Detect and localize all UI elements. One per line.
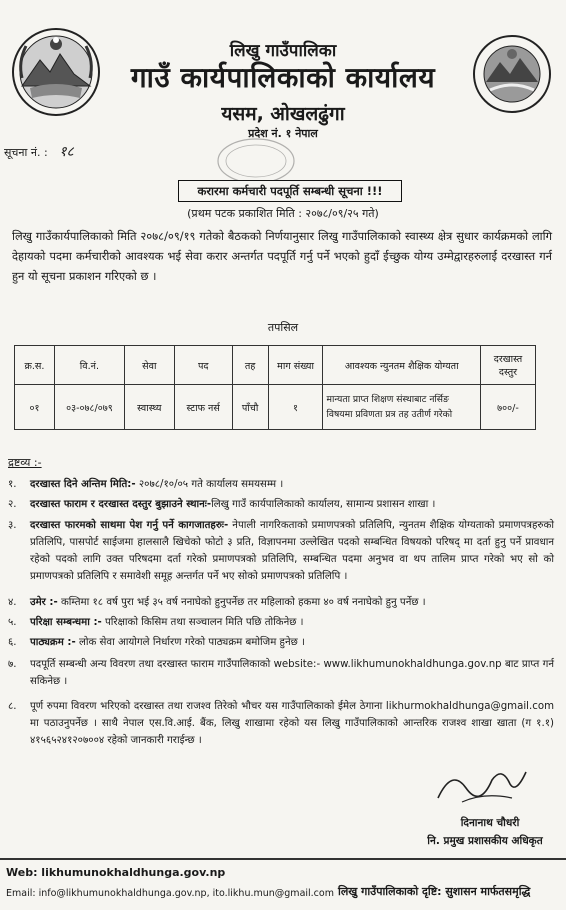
cell-service: स्वास्थ्य <box>124 385 174 430</box>
note-text: २०७८/१०/०५ गते कार्यालय समयसम्म । <box>135 479 284 490</box>
note-label: पाठ्यक्रम :- <box>30 637 76 648</box>
note-text: पदपूर्ति सम्बन्धी अन्य विवरण तथा दरखास्त फाराम गाउँपालिकाको website:- www.likhumunokhaldhunga.gov.np बाट प्राप्त गर्न सकिनेछ । <box>30 659 554 687</box>
col-header-service: सेवा <box>124 346 174 385</box>
note-label: परिक्षा सम्बन्धमा :- <box>30 617 102 628</box>
signatory-name: दिनानाथ चौधरी <box>460 817 520 829</box>
office-name: गाउँ कार्यपालिकाको कार्यालय <box>130 61 436 94</box>
table-header-row <box>15 346 536 385</box>
footer-email[interactable]: Email: info@likhumunokhaldhunga.gov.np, ito.likhu.mun@gmail.com <box>6 888 334 899</box>
note-number: २. <box>8 499 17 510</box>
note-number: ५. <box>8 617 17 628</box>
cell-demand: १ <box>268 385 323 430</box>
notice-number-value: १८ <box>59 144 74 160</box>
footer-slogan: लिखु गाउँपालिकाको दृष्टि: सुशासन मार्फतसमृद्धि <box>338 885 531 898</box>
col-header-adv-no: वि.नं. <box>54 346 124 385</box>
note-label: दरखास्त फारमको साथमा पेश गर्नु पर्ने कागजातहरुः- <box>30 520 229 531</box>
col-header-sn: क्र.स. <box>15 346 55 385</box>
notes-heading: द्रष्टव्य :- <box>8 456 42 469</box>
details-heading: तपसिल <box>267 321 299 334</box>
note-number: ४. <box>8 597 17 608</box>
municipality-name: लिखु गाउँपालिका <box>229 41 337 61</box>
note-label: दरखास्त दिने अन्तिम मिति:- <box>30 479 136 490</box>
note-label: उमेर :- <box>30 597 58 608</box>
cell-adv-no: ०३-०७८/०७९ <box>54 385 124 430</box>
vacancy-table <box>14 345 536 430</box>
cell-qualification: मान्यता प्राप्त शिक्षण संस्थाबाट नर्सिङ विषयमा प्रविणता प्रत्र तह उतीर्ण गरेको <box>323 385 481 430</box>
office-seal-stamp <box>215 136 297 186</box>
table-row <box>15 385 536 430</box>
col-header-post: पद <box>174 346 232 385</box>
note-number: ६. <box>8 637 17 648</box>
note-text: लोक सेवा आयोगले निर्धारण गरेको पाठ्यक्रम बमोजिम हुनेछ । <box>75 637 305 648</box>
col-header-qualification: आवश्यक न्युनतम शैक्षिक योग्यता <box>323 346 481 385</box>
note-label: दरखास्त फाराम र दरखास्त दस्तुर बुझाउने स्थानः- <box>30 499 212 510</box>
col-header-level: तह <box>232 346 268 385</box>
notice-number <box>4 142 74 161</box>
note-text: परिक्षाको किसिम तथा सञ्चालन मिति पछि तोकिनेछ । <box>101 617 304 628</box>
note-text: कम्तिमा १८ वर्ष पुरा भई ३५ वर्ष ननाघेको हुनुपर्नेछ तर महिलाको हकमा ४० वर्ष ननाघेको हुनु पर्नेछ । <box>57 597 426 608</box>
cell-level: पाँचौ <box>232 385 268 430</box>
notice-title: करारमा कर्मचारी पदपूर्ति सम्बन्धी सूचना !!! <box>178 180 402 202</box>
note-text: पूर्ण रुपमा विवरण भरिएको दरखास्त तथा राजश्व तिरेको भौचर यस गाउँपालिकाको ईमेल ठेगाना likhurmokhaldhunga@gmail.com मा पठाउनुपर्नेछ । साथै नेपाल एस.वि.आई. बैंक, लिखु शाखामा रहेको यस लिखु गाउँपालिकाको आन्तरिक राजश्व शाखा खाता (ग १.१) ४१५६५२४१२०७००४ रहेको जानकारी गराईन्छ । <box>30 701 554 746</box>
note-text: लिखु गाउँ कार्यपालिकाको कार्यालय, सामान्य प्रशासन शाखा । <box>211 499 436 510</box>
col-header-demand: माग संख्या <box>268 346 323 385</box>
footer-website[interactable]: Web: likhumunokhaldhunga.gov.np <box>6 866 226 879</box>
note-text: नेपाली नागरिकताको प्रमाणपत्रको प्रतिलिपि, न्युनतम शैक्षिक योग्यताको प्रमाणपत्रहरुको प्रतिलिपि, पासपोर्ट साईजमा हालसालै खिचेको फोटो ३ प्रति, विज्ञापनमा उल्लेखित पदको सम्बन्धित विषयको परिषद् मा दर्ता हुनु पर्ने प्रावधान रहेको पदको लागि उक्त परिषदमा दर्ता गरेको प्रमाणपत्रको प्रतिलिपि, सम्बन्धित पदमा अनुभव वा थप तालिम प्राप्त गरेको भए सो को प्रमाणपत्रको प्रतिलिपि र समावेशी समूह अन्तर्गत पर्ने भए सोको प्रमाणपत्रको प्रतिलिपि । <box>30 520 554 582</box>
province-line: प्रदेश नं. १ नेपाल <box>248 127 318 140</box>
publish-date-line: (प्रथम पटक प्रकाशित मिति : २०७८/०९/२५ गते) <box>187 207 379 220</box>
footer-divider <box>0 858 566 860</box>
notice-number-label: सूचना नं. : <box>4 146 48 159</box>
intro-paragraph: लिखु गाउँकार्यपालिकाको मिति २०७८/०९/१९ गतेको बैठकको निर्णयानुसार लिखु गाउँपालिकाको स्वास्थ्य क्षेत्र सुधार कार्यक्रमको लागि देहायको पदमा कर्मचारीको आवश्यक भई सेवा करार अन्तर्गत पदपूर्ति गर्नु पर्ने भएको हुदाँ ईच्छुक योग्य उम्मेद्वारहरुलाई दरखास्त गर्न हुन यो सूचना प्रकाशन गरिएको छ । <box>12 229 552 283</box>
signature-scribble <box>432 758 532 808</box>
note-number: ८. <box>8 701 17 712</box>
cell-fee: ७००/- <box>481 385 536 430</box>
cell-post: स्टाफ नर्स <box>174 385 232 430</box>
signatory-designation: नि. प्रमुख प्रशासकीय अधिकृत <box>427 835 543 847</box>
cell-sn: ०१ <box>15 385 55 430</box>
note-number: ७. <box>8 659 17 670</box>
col-header-fee: दरखास्त दस्तुर <box>481 346 536 385</box>
note-number: १. <box>8 479 17 490</box>
office-location: यसम, ओखलढुंगा <box>221 103 345 125</box>
note-number: ३. <box>8 520 17 531</box>
